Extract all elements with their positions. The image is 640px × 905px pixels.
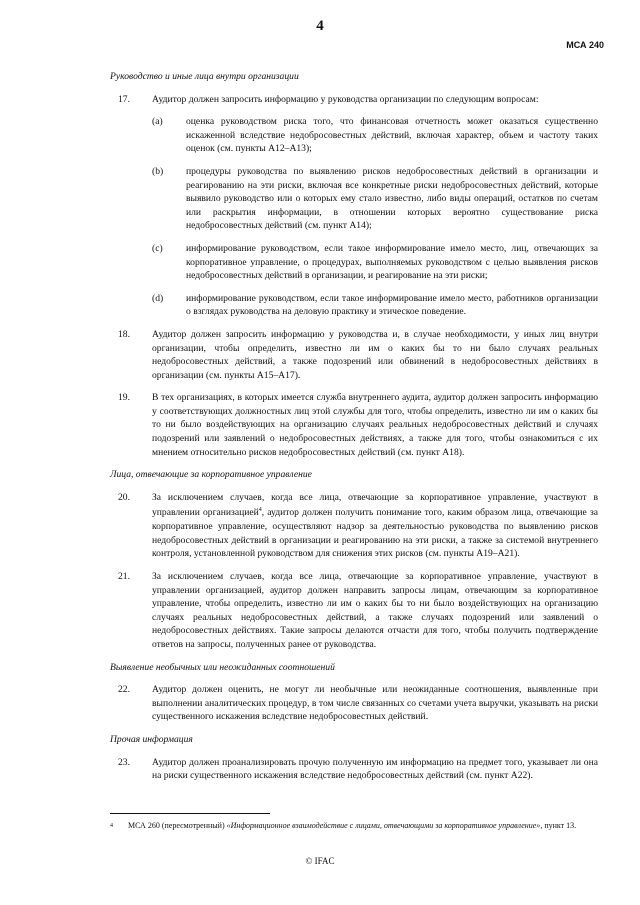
sub-item-b bbox=[152, 165, 598, 233]
sub-item-text: информирование руководством, если такое информирование имело место, работников организации о взглядах руководства на деловую практику и этическое поведение. bbox=[186, 292, 598, 318]
paragraph-17 bbox=[118, 93, 598, 319]
footnote-mark: 4 bbox=[110, 823, 113, 829]
paragraph-number: 21. bbox=[118, 571, 130, 582]
sub-item-label: (d) bbox=[152, 292, 164, 304]
main-content bbox=[110, 64, 598, 792]
paragraph-number: 22. bbox=[118, 684, 130, 696]
paragraph-text: В тех организациях, в которых имеется служба внутреннего аудита, аудитор должен запросить информацию у соответствующих должностных лиц этой службы для того, чтобы определить, известно ли им о каких бы то ни было воздействующих на организацию случаях реальных недобросовестных действий и случаях подозрений или заявлений о недобросовестных действиях, а также для того, чтобы ознакомиться с их мнением относительно рисков недобросовестных действий (см. пункт А18). bbox=[152, 392, 598, 458]
paragraph-text: За исключением случаев, когда все лица, отвечающие за корпоративное управление, участвуют в управлении организацией, аудитор должен направить запросы лицам, отвечающим за корпоративное управление, чтобы определить, известно ли им о каких бы то ни было воздействующих на организацию случаях реальных недобросовестных действий, а также случаях подозрений или заявлений о недобросовестных действиях. Такие запросы делаются отчасти для того, чтобы получить подтверждение ответов на запросы, полученных ранее от руководства. bbox=[152, 571, 598, 650]
paragraph-22 bbox=[118, 683, 598, 724]
footnote-text bbox=[128, 820, 598, 832]
footnote bbox=[110, 820, 598, 832]
section-heading-management: Руководство и иные лица внутри организации bbox=[110, 71, 299, 82]
paragraph-text-part: , аудитор должен получить понимание того, каким образом лица, отвечающие за корпоративное управление, осуществляют надзор за деятельностью руководства по выявлению рисков недобросовестных действий в организации и реагированию на эти риски, а также за системой внутреннего контроля, установленной руководством для снижения этих рисков (см. пункты А19–А21). bbox=[152, 507, 599, 560]
standard-code: МСА 240 bbox=[566, 40, 604, 50]
paragraph-23 bbox=[118, 756, 598, 783]
sub-item-c bbox=[152, 242, 598, 283]
sub-item-label: (b) bbox=[152, 165, 164, 177]
sub-item-text: процедуры руководства по выявлению рисков недобросовестных действий в организации и реагированию на эти риски, включая все конкретные риски недобросовестных действий, которые выявило руководство или о которых ему стало известно, либо виды операций, остатков по счетам или раскрытия информации, в отношении которых вероятно существование риска недобросовестных действий (см. пункт А14); bbox=[186, 165, 598, 232]
footnote-divider bbox=[110, 813, 270, 814]
footnote-text-part: МСА 260 (пересмотренный) bbox=[128, 821, 227, 830]
sub-item-label: (a) bbox=[152, 116, 163, 128]
sub-item-label: (c) bbox=[152, 242, 163, 254]
paragraph-text-part: За исключением случаев, когда все лица, отвечающие за корпоративное управление, участвуют в управлении организацией bbox=[152, 491, 598, 519]
sub-item-d bbox=[152, 292, 598, 319]
paragraph-number: 20. bbox=[118, 491, 130, 503]
paragraph-number: 17. bbox=[118, 93, 130, 105]
paragraph-number: 19. bbox=[118, 392, 130, 404]
paragraph-21 bbox=[118, 570, 598, 652]
paragraph-text: Аудитор должен запросить информацию у руководства организации по следующим вопросам: bbox=[152, 93, 539, 105]
section-heading-unusual-relationships: Выявление необычных или неожиданных соотношений bbox=[110, 661, 335, 673]
page-number: 4 bbox=[316, 18, 324, 34]
paragraph-text: Аудитор должен запросить информацию у руководства и, в случае необходимости, у иных лиц внутри организации, чтобы определить, известно ли им о каких бы то ни было случаях реальных недобросовестных действий, а также подозрений или обвинений в недобросовестных действиях в организации (см. пункты А15–А17). bbox=[152, 328, 598, 381]
footnote-title: «Информационное взаимодействие с лицами, отвечающими за корпоративное управление» bbox=[226, 821, 541, 830]
sub-item-text: информирование руководством, если такое информирование имело место, лиц, отвечающих за корпоративное управление, о процедурах, выполняемых руководством с целью выявления рисков недобросовестных действий в организации, и реагирование на эти риски; bbox=[186, 242, 598, 282]
paragraph-text: Аудитор должен проанализировать прочую полученную им информацию на предмет того, указывает ли она на риски существенного искажения вследствие недобросовестных действий (см. пункт А22). bbox=[152, 756, 598, 782]
section-heading-governance: Лица, отвечающие за корпоративное управление bbox=[110, 469, 312, 481]
copyright-footer: © IFAC bbox=[305, 856, 335, 866]
footnote-reference: 4 bbox=[258, 507, 262, 514]
paragraph-number: 23. bbox=[118, 756, 130, 768]
paragraph-text: Аудитор должен оценить, не могут ли необычные или неожиданные соотношения, выявленные при выполнении аналитических процедур, в том числе связанных со счетами учета выручки, указывать на риски существенного искажения вследствие недобросовестных действий. bbox=[152, 684, 598, 723]
paragraph-18 bbox=[118, 328, 598, 382]
paragraph-20 bbox=[118, 491, 598, 561]
section-heading-other-information: Прочая информация bbox=[110, 733, 193, 745]
sub-item-text: оценка руководством риска того, что финансовая отчетность может оказаться существенно искаженной вследствие недобросовестных действий, включая характер, объем и частоту таких оценок (см. пункты А12–А13); bbox=[186, 116, 598, 155]
footnote-text-part: , пункт 13. bbox=[540, 821, 577, 830]
paragraph-19 bbox=[118, 391, 598, 459]
sub-item-a bbox=[152, 115, 598, 156]
paragraph-number: 18. bbox=[118, 328, 130, 340]
paragraph-text bbox=[152, 491, 598, 561]
